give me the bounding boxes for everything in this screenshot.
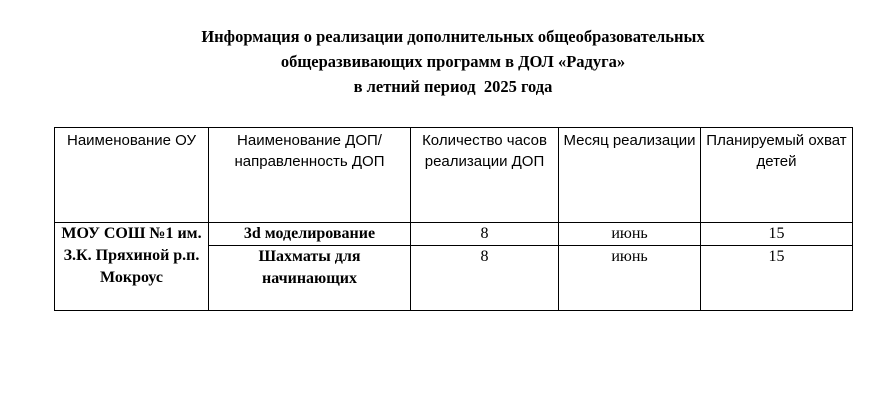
header-program-name: Наименование ДОП/направленность ДОП: [209, 128, 411, 223]
month-cell: июнь: [559, 246, 701, 311]
header-month: Месяц реализации: [559, 128, 701, 223]
table-header-row: [55, 128, 853, 223]
hours-cell: 8: [411, 223, 559, 246]
program-name-cell: 3d моделирование: [209, 223, 411, 246]
header-hours: Количество часов реализации ДОП: [411, 128, 559, 223]
school-name-cell: МОУ СОШ №1 им. З.К. Пряхиной р.п. Мокроус: [55, 223, 209, 311]
header-school-name: Наименование ОУ: [55, 128, 209, 223]
program-name-cell: Шахматы для начинающих: [209, 246, 411, 311]
title-line-3: в летний период 2025 года: [353, 77, 553, 96]
title-line-1: Информация о реализации дополнительных общеобразовательных: [201, 27, 705, 46]
children-cell: 15: [701, 223, 853, 246]
document-title: [0, 24, 880, 99]
header-children: Планируемый охват детей: [701, 128, 853, 223]
hours-cell: 8: [411, 246, 559, 311]
title-line-2: общеразвивающих программ в ДОЛ «Радуга»: [280, 52, 626, 71]
programs-table: [54, 127, 853, 311]
children-cell: 15: [701, 246, 853, 311]
month-cell: июнь: [559, 223, 701, 246]
table-row: [55, 223, 853, 246]
